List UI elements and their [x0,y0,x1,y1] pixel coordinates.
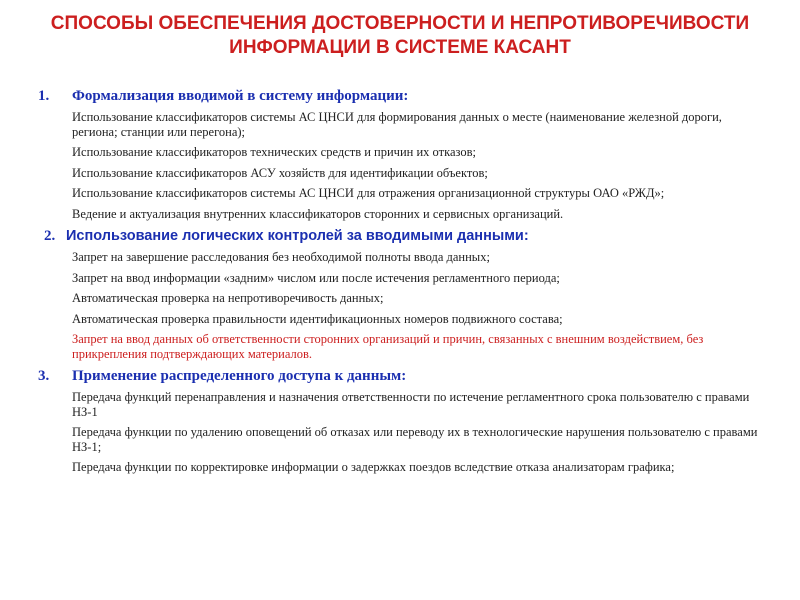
title-line-1: СПОСОБЫ ОБЕСПЕЧЕНИЯ ДОСТОВЕРНОСТИ И НЕПРОТИВОРЕЧИВОСТИ [50,13,750,34]
list-item-highlighted: Запрет на ввод данных об ответственности сторонних организаций и причин, связанных с внешним воздействием, без прикрепления подтверждающих материалов. [72,332,704,361]
section-2-heading [38,227,768,246]
page-title [0,12,800,60]
content [38,87,768,481]
list-item: Передача функций перенаправления и назначения ответственности по истечение регламентного срока пользователю с правами НЗ-1 [72,390,750,419]
list-item: Запрет на ввод информации «задним» числом или после истечения регламентного периода; [72,270,560,285]
section-3-list [38,390,768,475]
list-item: Автоматическая проверка на непротиворечивость данных; [72,291,384,305]
section-2-number: 2. [44,228,56,244]
list-item: Ведение и актуализация внутренних классификаторов сторонних и сервисных организаций. [72,206,564,221]
section-1-number: 1. [38,88,50,104]
list-item: Передача функции по корректировке информации о задержках поездов вследствие отказа анализаторам графика; [72,460,675,474]
list-item: Автоматическая проверка правильности идентификационных номеров подвижного состава; [72,311,563,326]
list-item: Использование классификаторов технических средств и причин их отказов; [72,145,477,159]
list-item: Использование классификаторов системы АС ЦНСИ для формирования данных о месте (наименование железной дороги, региона; станции или перегона); [72,110,722,139]
section-3-heading [38,367,768,386]
list-item: Использование классификаторов системы АС ЦНСИ для отражения организационной структуры ОАО «РЖД»; [72,186,665,200]
section-2-title: Использование логических контролей за вводимыми данными: [66,228,529,244]
section-1-title: Формализация вводимой в систему информации: [72,88,409,104]
section-1-list [38,110,768,221]
list-item: Передача функции по удалению оповещений об отказах или переводу их в технологические нарушения пользователю с правами НЗ-1; [72,425,758,454]
list-item: Запрет на завершение расследования без необходимой полноты ввода данных; [72,250,490,264]
section-1-heading [38,87,768,106]
title-line-2: ИНФОРМАЦИИ В СИСТЕМЕ КАСАНТ [229,37,571,58]
section-3-number: 3. [38,368,50,384]
list-item: Использование классификаторов АСУ хозяйств для идентификации объектов; [72,165,488,180]
section-2-list [38,250,768,361]
section-3-title: Применение распределенного доступа к данным: [72,368,407,384]
